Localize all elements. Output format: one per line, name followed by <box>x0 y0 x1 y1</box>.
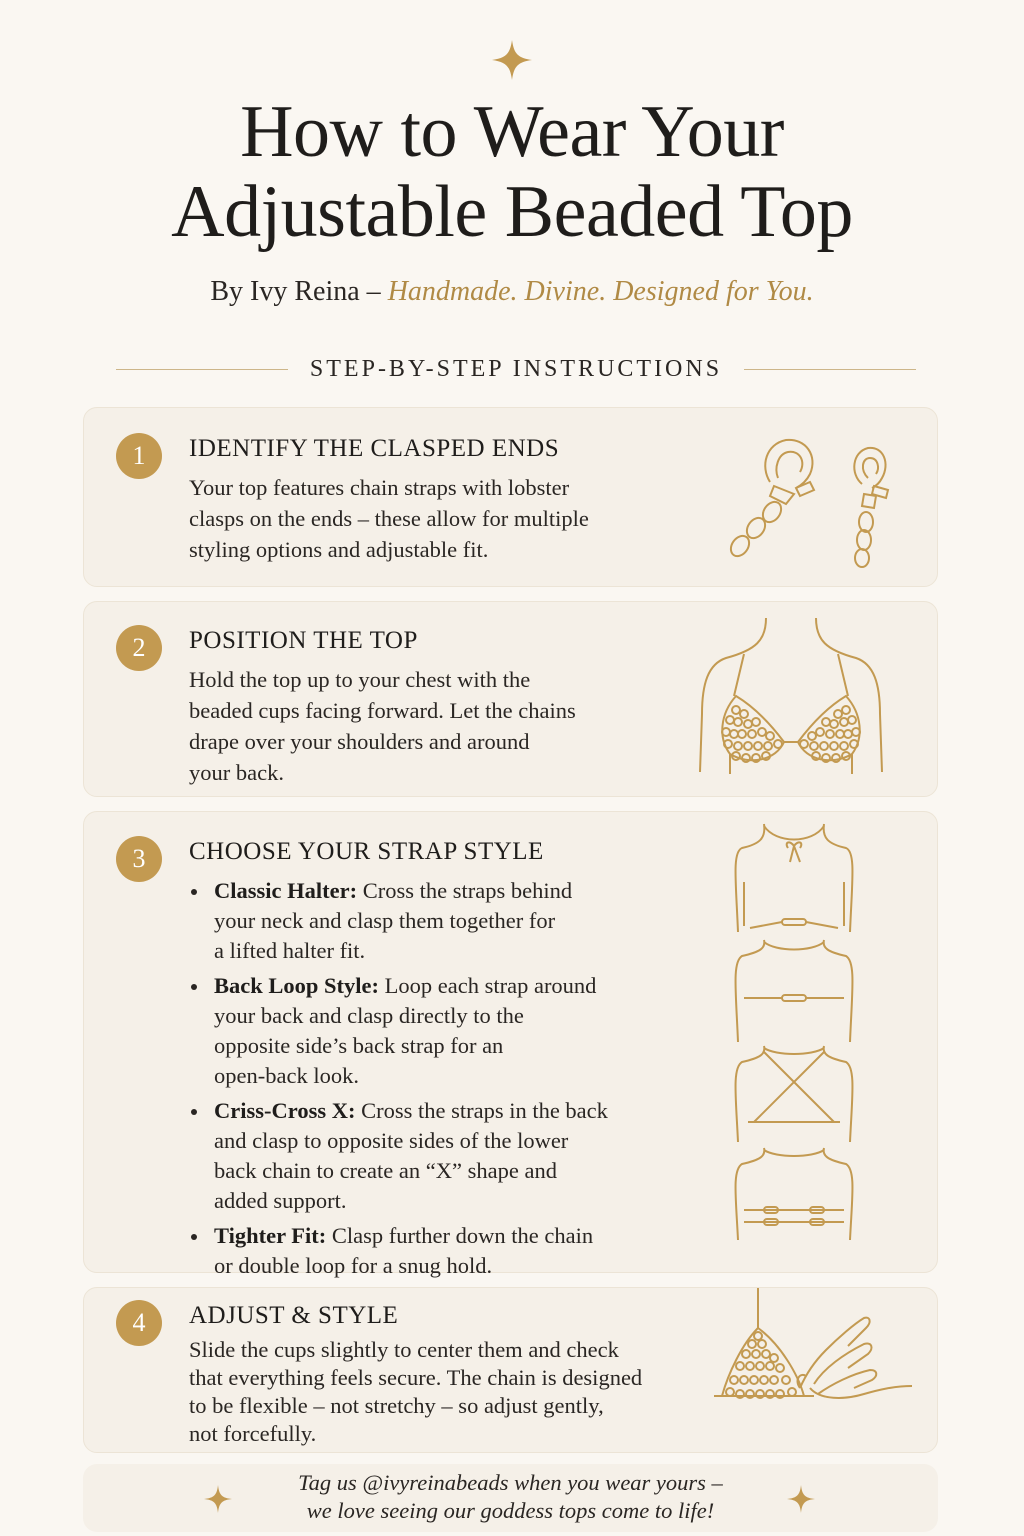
step-title: ADJUST & STYLE <box>189 1302 399 1329</box>
step-body: Slide the cups slightly to center them and check that everything feels secure. The chain is designed to be flexible – not stretchy – so adjust gently, not forcefully. <box>189 1337 643 1446</box>
step-body: Your top features chain straps with lobster clasps on the ends – these allow for multiple styling options and adjustable fit. <box>189 475 589 562</box>
byline-author: By Ivy Reina – <box>210 276 388 307</box>
step-title: CHOOSE YOUR STRAP STYLE <box>189 838 544 865</box>
strap-style-list <box>189 876 649 1286</box>
page-title <box>0 92 1024 252</box>
byline <box>0 276 1024 308</box>
divider-right <box>744 369 916 370</box>
section-heading <box>116 352 916 386</box>
step-title: POSITION THE TOP <box>189 627 418 654</box>
section-label: STEP-BY-STEP INSTRUCTIONS <box>309 355 723 382</box>
step-card-3 <box>83 811 938 1278</box>
step-number-badge: 3 <box>116 836 162 882</box>
step-title: IDENTIFY THE CLASPED ENDS <box>189 435 560 462</box>
title-line-2: Adjustable Beaded Top <box>171 171 853 253</box>
list-item: Criss-Cross X: Cross the straps in the back and clasp to opposite sides of the lower back chain to create an “X” shape and added support. <box>189 1096 649 1216</box>
footer-callout <box>83 1464 938 1532</box>
step-card-2 <box>83 601 938 797</box>
list-item: Tighter Fit: Clasp further down the chain or double loop for a snug hold. <box>189 1221 649 1281</box>
lobster-clasp-chain-icon <box>714 430 914 570</box>
footer-line-2: we love seeing our goddess tops come to life! <box>306 1498 715 1523</box>
sparkle-icon <box>490 38 534 82</box>
hand-adjusting-cup-icon <box>714 1288 914 1428</box>
footer-line-1: Tag us @ivyreinabeads when you wear yours – <box>298 1470 723 1495</box>
sparkle-icon <box>786 1484 816 1514</box>
step-number-badge: 4 <box>116 1300 162 1346</box>
step-number-badge: 2 <box>116 625 162 671</box>
title-line-1: How to Wear Your <box>240 91 784 173</box>
divider-left <box>116 369 288 370</box>
strap-style-backs-icon <box>724 822 864 1242</box>
step-body: Hold the top up to your chest with the beaded cups facing forward. Let the chains drape over your shoulders and around your back. <box>189 667 576 785</box>
beaded-top-front-icon <box>696 614 886 786</box>
list-item: Back Loop Style: Loop each strap around your back and clasp directly to the opposite side’s back strap for an open-back look. <box>189 971 649 1091</box>
list-item: Classic Halter: Cross the straps behind your neck and clasp them together for a lifted halter fit. <box>189 876 649 966</box>
step-card-4 <box>83 1287 938 1453</box>
step-number-badge: 1 <box>116 433 162 479</box>
step-card-1 <box>83 407 938 587</box>
byline-tagline: Handmade. Divine. Designed for You. <box>387 276 814 307</box>
